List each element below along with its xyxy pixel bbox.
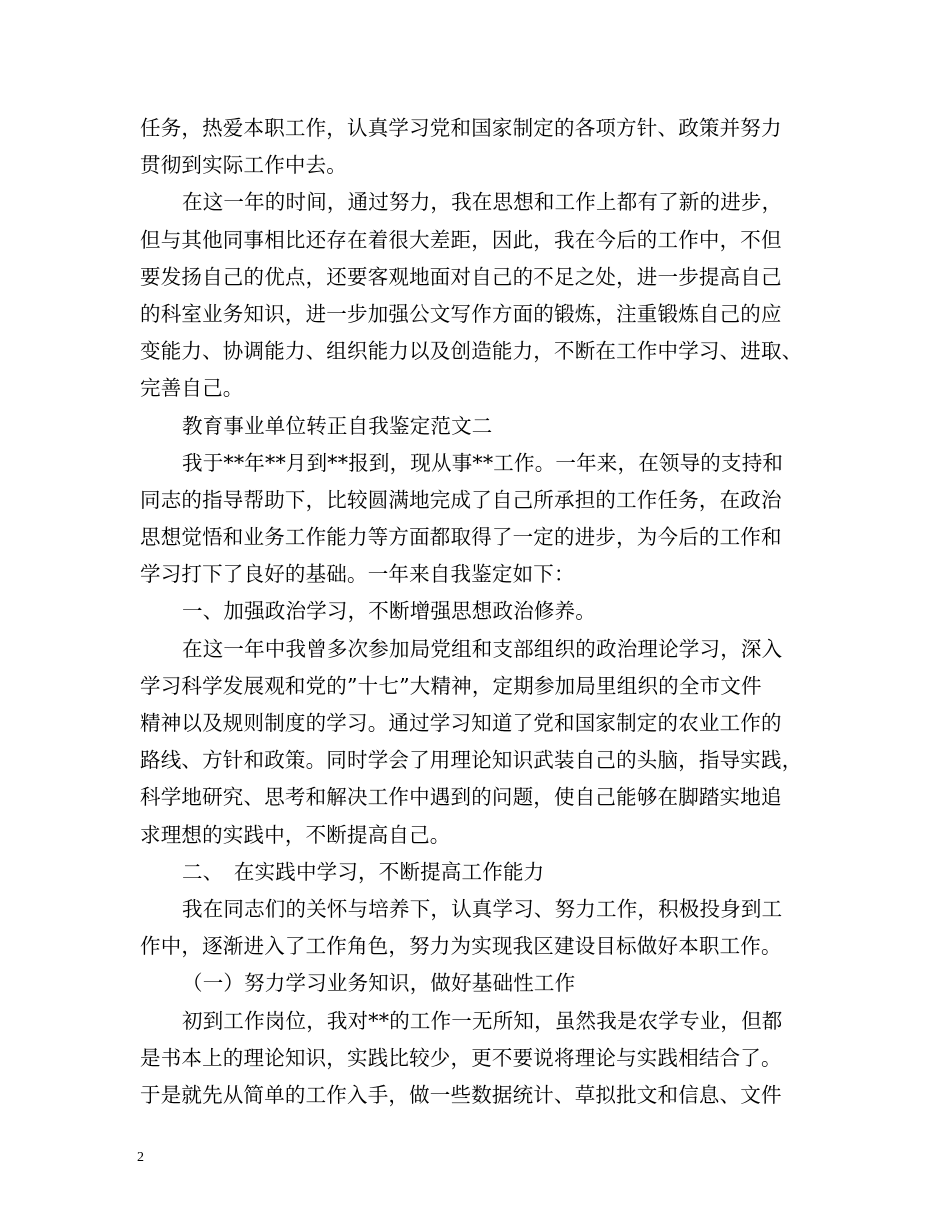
body-text	[140, 110, 830, 1114]
text-line: 是书本上的理论知识，实践比较少，更不要说将理论与实践相结合了。	[140, 1045, 782, 1070]
text-line: 完善自己。	[140, 376, 244, 401]
text-line: 同志的指导帮助下，比较圆满地完成了自己所承担的工作任务，在政治	[140, 487, 782, 512]
text-line: 思想觉悟和业务工作能力等方面都取得了一定的进步，为今后的工作和	[140, 525, 782, 550]
page-number: 2	[137, 1150, 144, 1165]
text-line: （一）努力学习业务知识，做好基础性工作	[182, 971, 576, 996]
text-line: 的科室业务知识，进一步加强公文写作方面的锻炼，注重锻炼自己的应	[140, 301, 782, 326]
text-line: 我于**年**月到**报到，现从事**工作。一年来，在领导的支持和	[182, 450, 784, 475]
text-line: 贯彻到实际工作中去。	[140, 153, 347, 178]
text-line: 在这一年的时间，通过努力，我在思想和工作上都有了新的进步，	[182, 190, 783, 215]
text-line: 一、加强政治学习，不断增强思想政治修养。	[182, 599, 596, 624]
text-line: 任务，热爱本职工作，认真学习党和国家制定的各项方针、政策并努力	[140, 116, 782, 140]
text-line: 我在同志们的关怀与培养下，认真学习、努力工作，积极投身到工	[182, 896, 783, 921]
text-line: 二、 在实践中学习，不断提高工作能力	[182, 859, 545, 884]
text-line: 初到工作岗位，我对**的工作一无所知，虽然我是农学专业，但都	[182, 1008, 783, 1033]
text-line: 要发扬自己的优点，还要客观地面对自己的不足之处，进一步提高自己	[140, 264, 782, 289]
text-line: 精神以及规则制度的学习。通过学习知道了党和国家制定的农业工作的	[140, 711, 782, 735]
text-line: 作中，逐渐进入了工作角色，努力为实现我区建设目标做好本职工作。	[140, 934, 782, 959]
text-line: 于是就先从简单的工作入手，做一些数据统计、草拟批文和信息、文件	[140, 1082, 782, 1107]
text-line: 教育事业单位转正自我鉴定范文二	[182, 413, 493, 438]
text-line: 学习科学发展观和党的”十七”大精神，定期参加局里组织的全市文件	[140, 673, 762, 698]
text-line: 路线、方针和政策。同时学会了用理论知识武装自己的头脑，指导实践，	[140, 748, 803, 773]
text-line: 但与其他同事相比还存在着很大差距，因此，我在今后的工作中，不但	[140, 227, 782, 252]
text-line: 在这一年中我曾多次参加局党组和支部组织的政治理论学习，深入	[182, 636, 783, 661]
text-line: 学习打下了良好的基础。一年来自我鉴定如下：	[140, 562, 575, 587]
text-line: 求理想的实践中，不断提高自己。	[140, 822, 451, 847]
text-line: 科学地研究、思考和解决工作中遇到的问题，使自己能够在脚踏实地追	[140, 785, 782, 810]
text-line: 变能力、协调能力、组织能力以及创造能力，不断在工作中学习、进取、	[140, 339, 803, 364]
